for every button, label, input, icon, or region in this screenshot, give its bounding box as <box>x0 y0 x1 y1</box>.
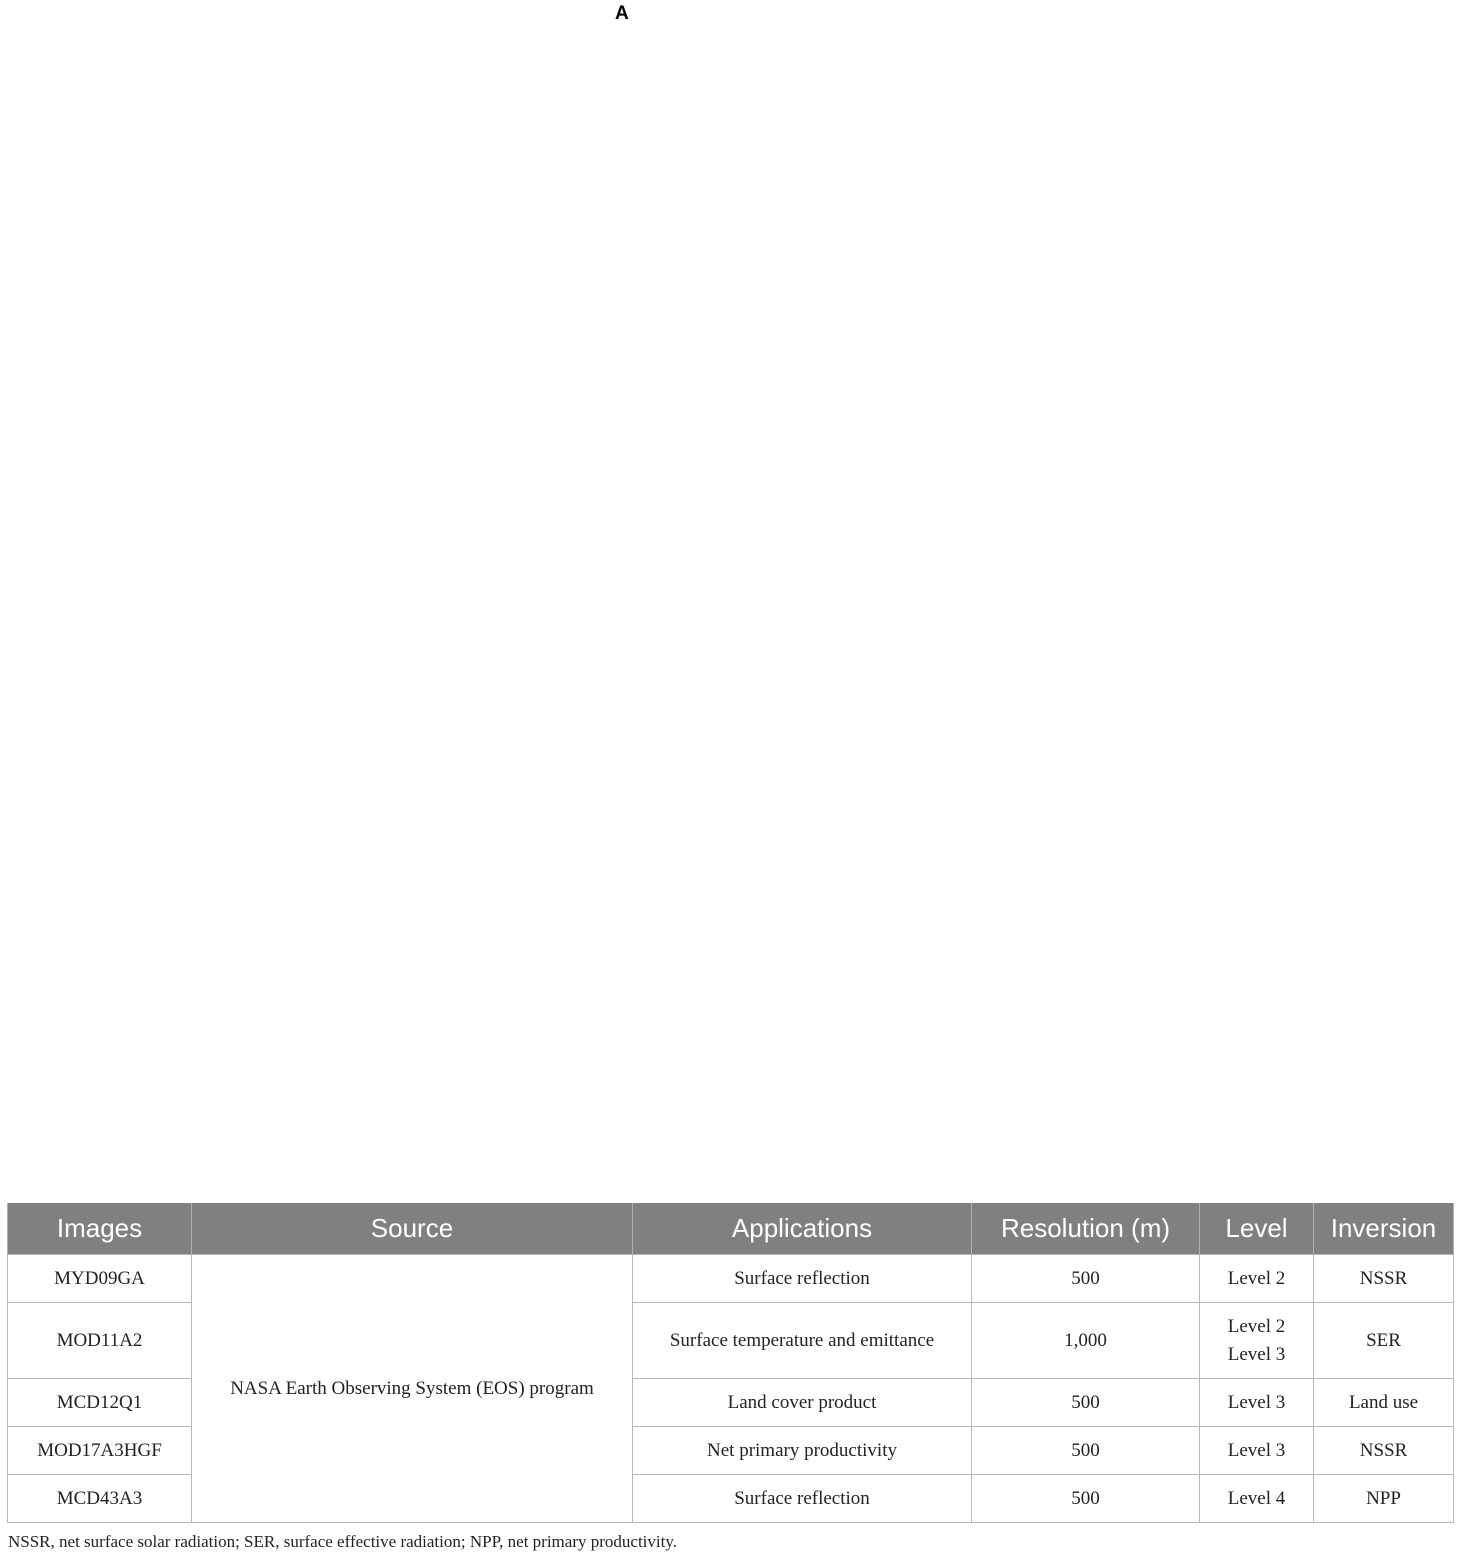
cell-image: MCD12Q1 <box>8 1379 192 1427</box>
cell-resolution: 500 <box>972 1475 1200 1523</box>
level-line: Level 3 <box>1227 1439 1286 1461</box>
cell-level <box>1200 1475 1314 1523</box>
cell-image: MOD11A2 <box>8 1303 192 1379</box>
cell-image: MOD17A3HGF <box>8 1427 192 1475</box>
table-header-row <box>8 1203 1454 1255</box>
cell-image: MCD43A3 <box>8 1475 192 1523</box>
header-inversion: Inversion <box>1314 1203 1454 1255</box>
panel-label: A <box>615 3 629 24</box>
table-footnote: NSSR, net surface solar radiation; SER, surface effective radiation; NPP, net primary productivity. <box>8 1532 677 1551</box>
cell-resolution: 500 <box>972 1255 1200 1303</box>
cell-level <box>1200 1379 1314 1427</box>
cell-application: Net primary productivity <box>633 1427 972 1475</box>
data-sources-table <box>7 1203 1454 1523</box>
cell-source: NASA Earth Observing System (EOS) program <box>192 1255 633 1523</box>
cell-inversion: NSSR <box>1314 1255 1454 1303</box>
level-line: Level 3 <box>1227 1343 1286 1365</box>
level-line: Level 3 <box>1227 1391 1286 1413</box>
cell-application: Surface reflection <box>633 1255 972 1303</box>
cell-image: MYD09GA <box>8 1255 192 1303</box>
header-images: Images <box>8 1203 192 1255</box>
cell-resolution: 1,000 <box>972 1303 1200 1379</box>
level-line: Level 4 <box>1227 1487 1286 1509</box>
level-line: Level 2 <box>1227 1267 1286 1289</box>
header-resolution: Resolution (m) <box>972 1203 1200 1255</box>
cell-inversion: Land use <box>1314 1379 1454 1427</box>
cell-resolution: 500 <box>972 1427 1200 1475</box>
cell-inversion: NSSR <box>1314 1427 1454 1475</box>
cell-level <box>1200 1427 1314 1475</box>
table-row <box>8 1255 1454 1303</box>
level-line: Level 2 <box>1227 1315 1286 1337</box>
cell-level <box>1200 1255 1314 1303</box>
header-source: Source <box>192 1203 633 1255</box>
cell-application: Land cover product <box>633 1379 972 1427</box>
cell-application: Surface reflection <box>633 1475 972 1523</box>
cell-inversion: NPP <box>1314 1475 1454 1523</box>
cell-level <box>1200 1303 1314 1379</box>
header-level: Level <box>1200 1203 1314 1255</box>
cell-resolution: 500 <box>972 1379 1200 1427</box>
cell-inversion: SER <box>1314 1303 1454 1379</box>
cell-application: Surface temperature and emittance <box>633 1303 972 1379</box>
header-applications: Applications <box>633 1203 972 1255</box>
data-sources-table-container <box>7 1203 1453 1523</box>
